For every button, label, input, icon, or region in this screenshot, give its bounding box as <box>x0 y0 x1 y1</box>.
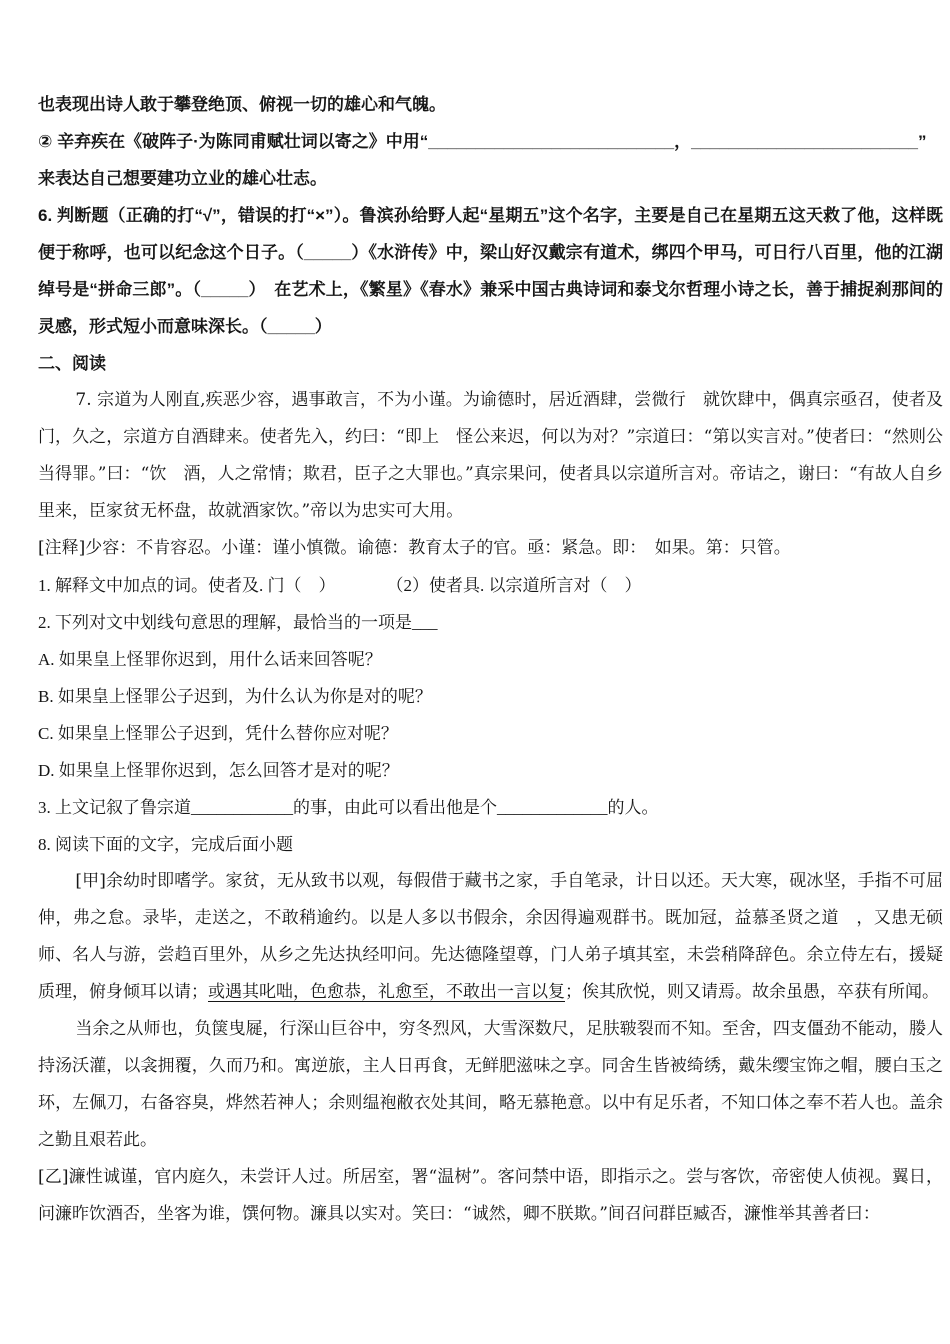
question-8 <box>38 826 943 863</box>
passage-jia-paragraph-2 <box>38 1011 943 1159</box>
text-segment: 8. 阅读下面的文字，完成后面小题 <box>38 835 293 854</box>
question-7-2 <box>38 604 943 641</box>
text-segment: 当余之从师也，负箧曳屣，行深山巨谷中，穷冬烈风，大雪深数尺，足肤皲裂而不知。至舍，四支僵劲不能动，媵人持汤沃灌，以衾拥覆，久而乃和。寓逆旅，主人日再食，无鲜肥滋味之享。同舍生皆被绮绣，戴朱缨宝饰之帽，腰白玉之环，左佩刀，右备容臭，烨然若神人；余则缊袍敝衣处其间，略无慕艳意。以中有足乐者，不知口体之奉不若人也。盖余之勤且艰若此。 <box>38 1019 943 1150</box>
question-6-judgement <box>38 197 943 345</box>
text-segment: 二、阅读 <box>38 354 106 373</box>
text-segment: 也表现出诗人敢于攀登绝顶、俯视一切的雄心和气魄。 <box>38 95 446 114</box>
section-2-reading-header <box>38 345 943 382</box>
text-segment: C. 如果皇上怪罪公子迟到，凭什么替你应对呢？ <box>38 724 398 743</box>
question-7-1 <box>38 567 943 604</box>
text-segment: A. 如果皇上怪罪你迟到，用什么话来回答呢？ <box>38 650 382 669</box>
text-segment: ；俟其欣悦，则又请焉。故余虽愚，卒获有所闻。 <box>565 982 939 1002</box>
text-segment: [乙]濂性诚谨，官内庭久，未尝讦人过。所居室，署“温树”。客问禁中语，即指示之。尝与客饮，帝密使人侦视。翼日，问濂昨饮酒否，坐客为谁，馔何物。濂具以实对。笑曰：“诚然，卿不朕欺。”间召问群臣臧否，濂惟举其善者曰： <box>38 1167 943 1224</box>
question-7-2-option-d <box>38 752 943 789</box>
text-segment: ② 辛弃疾在《破阵子·为陈同甫赋壮词以寄之》中用“__________________________，________________________” <box>38 132 927 151</box>
passage-jia-paragraph-1 <box>38 863 943 1011</box>
poem-analysis-line <box>38 86 943 123</box>
passage-yi <box>38 1159 943 1233</box>
question-7-passage <box>38 382 943 530</box>
question-7-2-option-a <box>38 641 943 678</box>
text-segment: 1. 解释文中加点的词。使者及. 门（ ） （2）使者具. 以宗道所言对（ ） <box>38 576 642 595</box>
underlined-clause: 或遇其叱咄，色愈恭，礼愈至，不敢出一言以复 <box>208 982 565 1002</box>
document-body <box>38 86 943 1233</box>
text-segment: 6. 判断题（正确的打“√”，错误的打“×”）。鲁滨孙给野人起“星期五”这个名字，主要是自己在星期五这天救了他，这样既便于称呼，也可以纪念这个日子。（_____）《水浒传》中，梁山好汉戴宗有道术，绑四个甲马，可日行八百里，他的江湖绰号是“拼命三郎”。（_____） 在艺术上，《繁星》《春水》兼采中国古典诗词和泰戈尔哲理小诗之长，善于捕捉刹那间的灵感，形式短小而意味深长。（_____） <box>38 206 943 336</box>
question-7-3 <box>38 789 943 826</box>
passage-notes <box>38 530 943 567</box>
dictation-item-2 <box>38 123 943 160</box>
text-segment: D. 如果皇上怪罪你迟到，怎么回答才是对的呢？ <box>38 761 399 780</box>
text-segment: [注释]少容：不肯容忍。小谨：谨小慎微。谕德：教育太子的官。亟：紧急。即： 如果。第：只管。 <box>38 538 791 558</box>
question-7-2-option-c <box>38 715 943 752</box>
question-7-2-option-b <box>38 678 943 715</box>
text-segment: 2. 下列对文中划线句意思的理解，最恰当的一项是___ <box>38 613 438 632</box>
text-segment: 3. 上文记叙了鲁宗道____________的事，由此可以看出他是个_____________的人。 <box>38 798 659 817</box>
dictation-item-2-continued <box>38 160 943 197</box>
text-segment: B. 如果皇上怪罪公子迟到，为什么认为你是对的呢？ <box>38 687 432 706</box>
text-segment: [甲]余幼时即嗜学。家贫，无从致书以观，每假借于藏书之家，手自笔录，计日以还。天大寒，砚冰坚，手指不可屈伸，弗之怠。录毕，走送之，不敢稍逾约。以是人多以书假余，余因得遍观群书。既加冠，益慕圣贤之道 ，又患无硕师、名人与游，尝趋百里外，从乡之先达执经叩问。先达德隆望尊，门人弟子填其室，未尝稍降辞色。余立侍左右，援疑质理，俯身倾耳以请； <box>38 871 943 1002</box>
text-segment: 来表达自己想要建功立业的雄心壮志。 <box>38 169 327 188</box>
text-segment: 7. 宗道为人刚直,疾恶少容，遇事敢言，不为小谨。为谕德时，居近酒肆，尝微行 就饮肆中，偶真宗亟召，使者及门，久之，宗道方自酒肆来。使者先入，约曰：“即上 怪公来迟，何以为对？”宗道曰：“第以实言对。”使者曰：“然则公当得罪。”曰：“饮 酒，人之常情；欺君，臣子之大罪也。”真宗果问，使者具以宗道所言对。帝诘之，谢曰：“有故人自乡里来，臣家贫无杯盘，故就酒家饮。”帝以为忠实可大用。 <box>38 390 943 521</box>
